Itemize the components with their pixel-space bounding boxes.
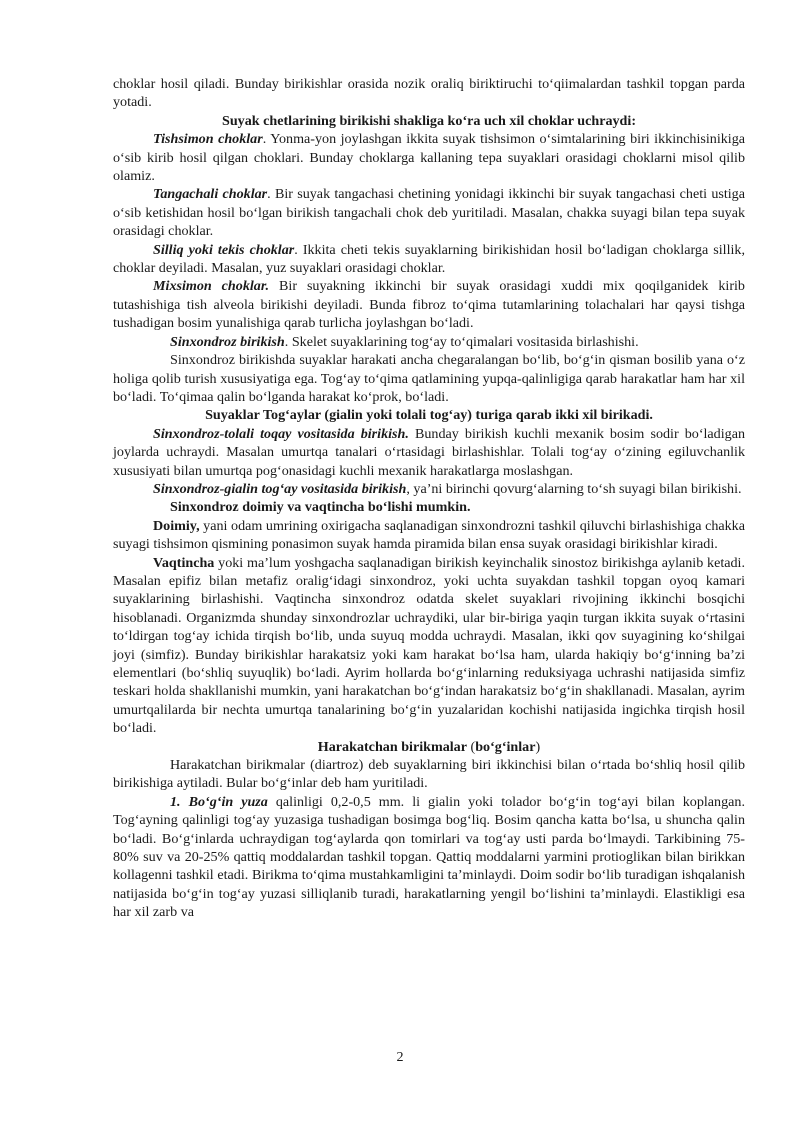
- paragraph-text: Sinxondroz birikishda suyaklar harakati ancha chegaralangan bo‘lib, bo‘g‘in qisman bosilib yana o‘z holiga qolib turish xususiyatiga ega. Tog‘ay to‘qima qatlamining yupqa-qalinligiga qarab harakatlar ham har xil bo‘ladi. To‘qimaa qalin bo‘lganda harakat ko‘prok, bo‘ladi.: [113, 352, 745, 405]
- paragraph-text: Bunday birikish kuchli mexanik bosim sodir bo‘ladigan joylarda uchraydi. Masalan umurtqa tanalari o‘rtasidagi birlashishlar. Tolali tog‘ay o‘zining egiluvchanlik xususiyati bilan umurtqa pog‘onasidagi kuchli mexanik harakatlarga moslashgan.: [113, 425, 745, 479]
- term: Sinxondroz-tolali toqay vositasida birikish.: [153, 425, 409, 442]
- section-heading: Sinxondroz doimiy va vaqtincha bo‘lishi mumkin.: [170, 499, 471, 516]
- paragraph: [113, 756, 745, 793]
- paragraph-text: Harakatchan birikmalar (diartroz) deb suyaklarning biri ikkinchisi bilan o‘rtada bo‘shliq hosil qilib birikishiga aytiladi. Bular bo‘g‘inlar deb ham yuritiladi.: [113, 757, 745, 792]
- heading-main: Harakatchan birikmalar: [317, 738, 467, 755]
- body-text: [113, 75, 745, 922]
- paragraph: [113, 130, 745, 185]
- term: Silliq yoki tekis choklar: [153, 241, 295, 258]
- term: 1. Bo‘g‘in yuza: [170, 793, 268, 810]
- paragraph: [113, 480, 745, 498]
- paragraph: [113, 793, 745, 922]
- heading-paren-open: (: [466, 738, 476, 755]
- section-heading: Suyaklar Tog‘aylar (gialin yoki tolali tog‘ay) turiga qarab ikki xil birikadi.: [205, 407, 653, 424]
- paragraph: [113, 333, 745, 351]
- paragraph-text: Bir suyakning ikkinchi bir suyak orasidagi xuddi mix qoqilganidek kirib tutashishiga tish alveola birikishi deyiladi. Bunda fibroz to‘qima tutamlarining tolachalari har qaysi tishga tushadigan bosim yunalishiga qarab turlicha joylashgan bo‘ladi.: [113, 278, 745, 332]
- paragraph-text: . Skelet suyaklarining tog‘ay to‘qimalari vositasida birlashishi.: [284, 333, 639, 350]
- paragraph: [113, 241, 745, 278]
- term: Sinxondroz-gialin tog‘ay vositasida birikish: [153, 480, 407, 497]
- paragraph-text: yani odam umrining oxirigacha saqlanadigan sinxondrozni tashkil qiluvchi birlashishiga chakka suyagi tishsimon qismining ponasimon suyak hamda piramida bilan ensa suyak orasidagi birikishlar kiradi.: [113, 517, 745, 553]
- paragraph: [113, 75, 745, 112]
- page-number: 2: [396, 1049, 404, 1065]
- paragraph-text: choklar hosil qiladi. Bunday birikishlar orasida nozik oraliq biriktiruchi to‘qiimalardan tashkil topgan parda yotadi.: [113, 76, 745, 111]
- term: Vaqtincha: [153, 554, 215, 571]
- paragraph: [113, 277, 745, 332]
- term: Sinxondroz birikish: [170, 333, 285, 350]
- section-heading: [113, 738, 745, 756]
- paragraph: [113, 517, 745, 554]
- paragraph-text: , ya’ni birinchi qovurg‘alarning to‘sh suyagi bilan birikishi.: [406, 480, 742, 497]
- heading-paren-text: bo‘g‘inlar: [475, 738, 536, 755]
- paragraph-text: qalinligi 0,2-0,5 mm. li gialin yoki tolador bo‘g‘in tog‘ayi bilan koplangan. Tog‘ayning qalinligi tog‘ay yuzasiga tushadigan bosimga bog‘liq. Bosim qancha katta bo‘lsa, u shuncha qalin bo‘ladi. Bo‘g‘inlarda uchraydigan tog‘aylarda qon tomirlari va tog‘ay usti parda bo‘lmaydi. Tarkibining 75-80% suv va 20-25% qattiq moddalardan tashkil topgan. Qattiq moddalarni yarmini protioglikan bilan birikkan kollagenni tashkil etadi. Birikma to‘qima mustahkamligini ta’minlaydi. Doim sodir bo‘lib turadigan ishqalanish natijasida bo‘g‘in tog‘ay yuzasi silliqlanib turadi, harakatlarning yengil bo‘lishini ta’minlaydi. Elastikligi esa har xil zarb va: [113, 793, 745, 921]
- term: Tangachali choklar: [153, 186, 268, 203]
- paragraph: [113, 351, 745, 406]
- paragraph: [113, 425, 745, 480]
- paragraph-text: . Bir suyak tangachasi chetining yonidagi ikkinchi bir suyak tangachasi cheti ustiga o‘sib ketishidan hosil bo‘lgan birikish tangachali chok deb yuritiladi. Masalan, chakka suyagi bilan tepa suyak orasidagi choklar.: [113, 186, 745, 240]
- heading-paren-close: ): [535, 738, 541, 755]
- paragraph-text: . Ikkita cheti tekis suyaklarning birikishidan hosil bo‘ladigan choklarga sillik, choklar deyiladi. Masalan, yuz suyaklari orasidagi choklar.: [113, 241, 745, 277]
- paragraph: [113, 185, 745, 240]
- term: Mixsimon choklar.: [153, 278, 270, 295]
- paragraph: [113, 554, 745, 738]
- term: Tishsimon choklar: [153, 131, 263, 148]
- section-heading: Suyak chetlarining birikishi shakliga ko‘ra uch xil choklar uchraydi:: [221, 112, 637, 129]
- term: Doimiy,: [153, 517, 200, 534]
- paragraph-text: yoki ma’lum yoshgacha saqlanadigan birikish keyinchalik sinostoz birikishga aylanib ketadi. Masalan epifiz bilan metafiz oralig‘idagi sinxondroz, yoki uchta suyakdan tashkil topgan oyoq kamari suyaklarining birlashishi. Vaqtincha sinxondroz odatda skelet suyaklari rivojining ikkinchi bosqichi hisoblanadi. Organizmda shunday sinxondrozlar uchraydiki, ular bir-biriga yaqin turgan ikkita suyak o‘rtasini to‘ldirgan tog‘ay ichida tirqish bo‘lib, unda suyuq modda uchraydi. Masalan, ikki qov suyagining ko‘shilgai joyi (simfiz). Bunday birikishlar harakatsiz yoki kam harakat bo‘lsa ham, ularda hakiqiy bo‘g‘inning ba’zi elementlari (bo‘shliq suyuqlik) bo‘ladi. Ayrim hollarda bo‘g‘inlarning reduksiyaga uchrashi natijasida simfiz teskari holda shakllanishi mumkin, yani harakatchan bo‘g‘indan harakatsiz bo‘g‘in shakllanadi. Masalan, ayrim umurtqalilarda bir nechta umurtqa tanalarining bo‘g‘in yuzalaridan kochishi natijasida ingichka tirqish hosil bo‘ladi.: [113, 554, 745, 737]
- paragraph-text: . Yonma-yon joylashgan ikkita suyak tishsimon o‘simtalarining biri ikkinchisinikiga o‘sib kirib hosil qilgan choklari. Bunday choklarga kallaning tepa suyaklari orasidagi choklarni misol qilib olamiz.: [113, 131, 745, 185]
